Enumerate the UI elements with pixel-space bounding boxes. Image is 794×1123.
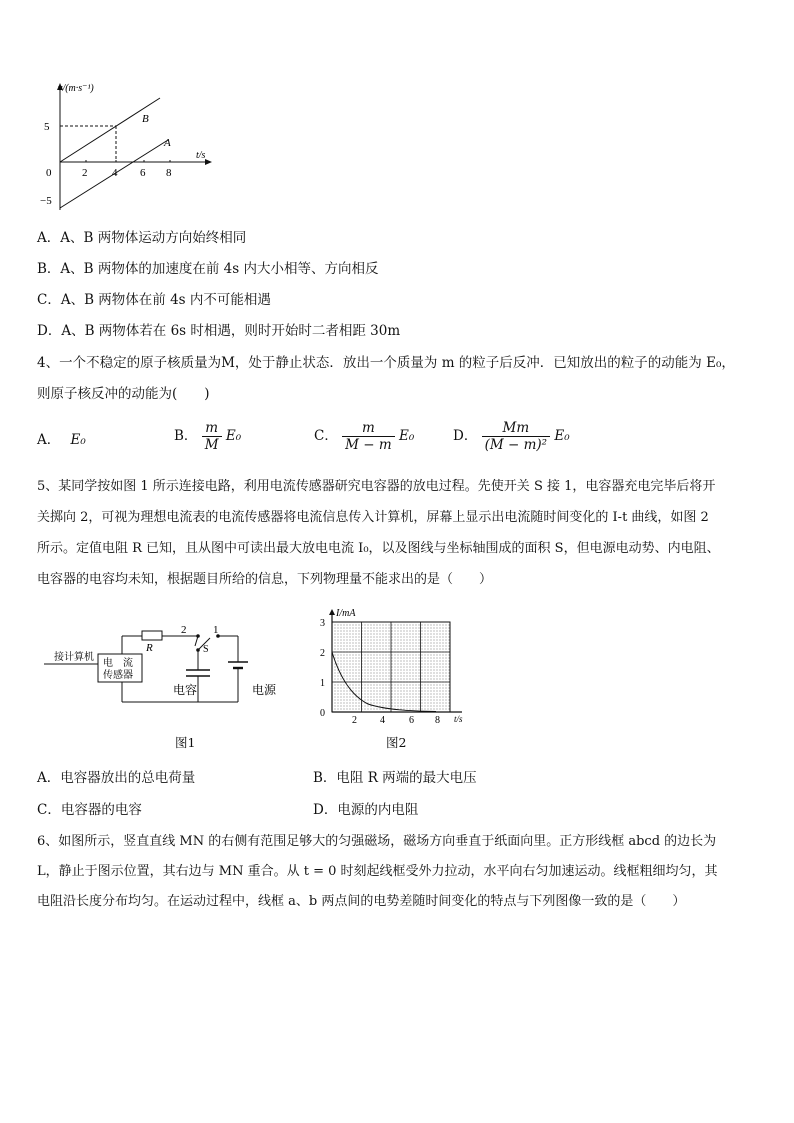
q4-option-c-num: m xyxy=(342,420,395,437)
it-x-tick-2: 2 xyxy=(352,715,357,726)
it-x-label: t/s xyxy=(454,714,463,724)
vt-graph xyxy=(36,80,226,215)
q4-option-d-num: Mm xyxy=(482,420,550,437)
q4-option-b-suffix: E₀ xyxy=(225,428,242,444)
fig2-caption: 图2 xyxy=(386,735,407,750)
q4-option-c-suffix: E₀ xyxy=(398,428,415,444)
it-graph xyxy=(316,606,476,726)
circuit-capacitor-label: 电容 xyxy=(173,683,198,697)
vt-x-tick-8: 8 xyxy=(166,167,172,179)
q5-option-d: D．电源的内电阻 xyxy=(313,802,419,818)
circuit-switch-label: S xyxy=(203,644,209,655)
q4-option-b-label: B． xyxy=(174,428,198,444)
it-y-tick-3: 3 xyxy=(320,618,325,629)
it-y-tick-0: 0 xyxy=(320,708,325,719)
it-graph-svg xyxy=(316,606,476,726)
q4-option-a-label: A． xyxy=(37,432,61,448)
q5-option-a: A．电容器放出的总电荷量 xyxy=(37,770,196,786)
q4-option-c-label: C． xyxy=(314,428,338,444)
vt-graph-svg xyxy=(36,80,226,215)
q4-option-c-fraction xyxy=(342,420,395,453)
vt-y-tick-0: 0 xyxy=(46,167,52,179)
vt-line-label-a: A xyxy=(164,137,171,149)
circuit-svg xyxy=(40,620,280,720)
it-x-tick-8: 8 xyxy=(435,715,440,726)
q4-option-d-suffix: E₀ xyxy=(554,428,570,444)
q5-stem-line-1: 5、某同学按如图 1 所示连接电路，利用电流传感器研究电容器的放电过程。先使开关 S 接 1，电容器充电完毕后将开 xyxy=(37,479,716,494)
it-x-tick-6: 6 xyxy=(409,715,414,726)
q5-stem-line-4: 电容器的电容均未知，根据题目所给的信息，下列物理量不能求出的是（ ） xyxy=(37,572,493,587)
vt-y-tick-neg5: −5 xyxy=(40,195,52,207)
circuit-switch-pos-1: 1 xyxy=(213,624,219,636)
q3-option-c: C．A、B 两物体在前 4s 内不可能相遇 xyxy=(37,292,271,308)
vt-line-label-b: B xyxy=(142,113,149,125)
circuit-computer-label: 接计算机 xyxy=(54,652,94,663)
fig1-caption: 图1 xyxy=(175,735,196,750)
it-y-tick-1: 1 xyxy=(320,678,325,689)
q4-option-a xyxy=(37,430,86,450)
it-y-label: I/mA xyxy=(336,608,356,619)
q6-stem-line-1: 6、如图所示，竖直直线 MN 的右侧有范围足够大的匀强磁场，磁场方向垂直于纸面向里。正方形线框 abcd 的边长为 xyxy=(37,834,717,849)
q4-option-c xyxy=(314,420,414,453)
vt-y-label: v/(m·s⁻¹) xyxy=(58,83,94,94)
vt-x-tick-2: 2 xyxy=(82,167,88,179)
q4-stem-line-2: 则原子核反冲的动能为( ) xyxy=(37,386,210,402)
circuit-switch-pos-2: 2 xyxy=(181,624,187,636)
circuit-source-label: 电源 xyxy=(252,683,277,697)
q4-option-b-num: m xyxy=(202,420,222,437)
q3-option-b: B．A、B 两物体的加速度在前 4s 内大小相等、方向相反 xyxy=(37,261,379,277)
circuit-figure xyxy=(40,620,280,720)
q4-option-b xyxy=(174,420,241,453)
q4-option-d xyxy=(453,420,570,453)
q4-option-c-den: M − m xyxy=(345,437,392,453)
q3-option-d: D．A、B 两物体若在 6s 时相遇，则时开始时二者相距 30m xyxy=(37,323,401,339)
q4-option-d-label: D． xyxy=(453,428,478,444)
q6-stem-line-3: 电阻沿长度分布均匀。在运动过程中，线框 a、b 两点间的电势差随时间变化的特点与下列图像一致的是（ ） xyxy=(37,894,686,909)
circuit-resistor-label: R xyxy=(146,642,153,654)
q4-stem-line-1: 4、一个不稳定的原子核质量为M，处于静止状态．放出一个质量为 m 的粒子后反冲．已知放出的粒子的动能为 E₀， xyxy=(37,355,735,371)
vt-x-tick-6: 6 xyxy=(140,167,146,179)
q5-option-c: C．电容器的电容 xyxy=(37,802,142,818)
circuit-sensor-label-2: 传感器 xyxy=(103,670,133,681)
q5-stem-line-3: 所示。定值电阻 R 已知，且从图中可读出最大放电电流 I₀，以及图线与坐标轴围成的面积 S，但电源电动势、内电阻、 xyxy=(37,541,720,556)
q5-option-b: B．电阻 R 两端的最大电压 xyxy=(313,770,477,786)
q4-option-b-fraction xyxy=(202,420,222,453)
q4-option-d-fraction xyxy=(482,420,550,453)
q6-stem-line-2: L，静止于图示位置，其右边与 MN 重合。从 t = 0 时刻起线框受外力拉动，水平向右匀加速运动。线框粗细均匀，其 xyxy=(37,864,718,879)
q5-stem-line-2: 关掷向 2，可视为理想电流表的电流传感器将电流信息传入计算机，屏幕上显示出电流随时间变化的 I-t 曲线，如图 2 xyxy=(37,510,709,525)
q3-option-a: A．A、B 两物体运动方向始终相同 xyxy=(37,230,247,246)
vt-y-tick-5: 5 xyxy=(44,121,50,133)
vt-x-tick-4: 4 xyxy=(112,167,118,179)
q4-option-b-den: M xyxy=(204,437,219,453)
it-y-tick-2: 2 xyxy=(320,648,325,659)
q4-option-d-den: (M − m)² xyxy=(484,437,548,453)
vt-x-label: t/s xyxy=(196,150,206,161)
q4-option-a-expr: E₀ xyxy=(70,432,86,448)
circuit-sensor-label-1: 电 流 xyxy=(103,658,133,669)
it-x-tick-4: 4 xyxy=(380,715,385,726)
